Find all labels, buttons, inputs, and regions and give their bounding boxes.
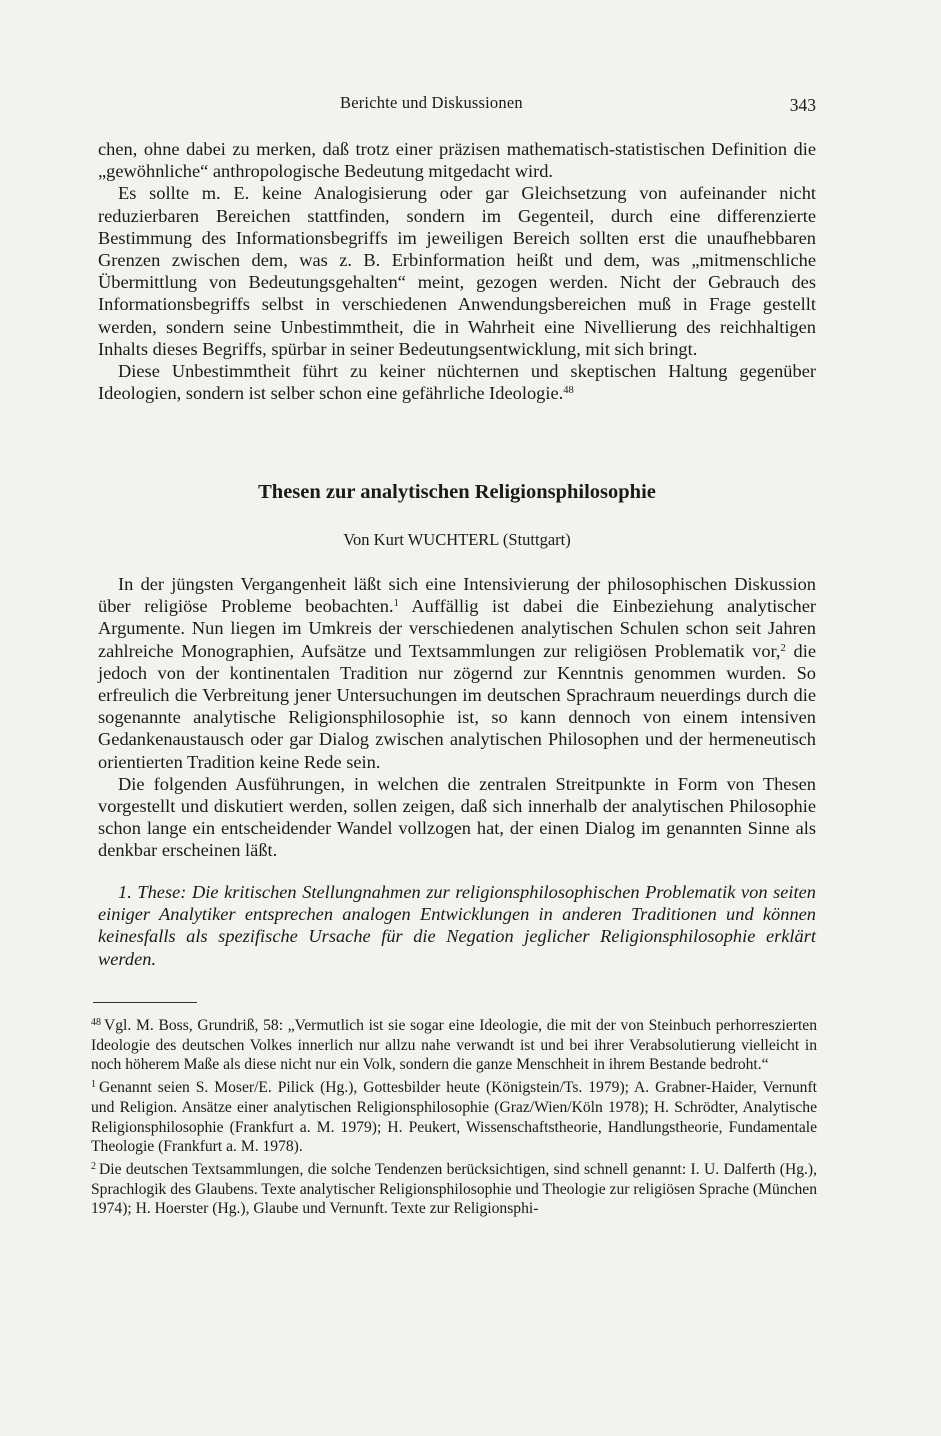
paragraph-text: Auffällig ist dabei die Einbeziehung analytischer Argumente. Nun liegen im Umkreis der verschiedenen analytischen Schulen schon seit Jahren zahlreiche Monographien, Aufsätze und Textsammlungen zur religiösen Problematik vor,: [98, 596, 816, 661]
paragraph-text: die jedoch von der kontinentalen Tradition nur zögernd zur Kenntnis genommen wurden. So erfreulich die Verbreitung jener Untersuchungen im deutschen Sprachraum neuerdings durch die sogenannte analytische Religionsphilosophie ist, so kann dennoch von einem intensiven Gedankenaustausch oder gar Dialog zwischen analytischen Philosophen und der hermeneutisch orientierten Tradition keine Rede sein.: [98, 640, 816, 772]
footnote-reference: 1: [393, 598, 399, 610]
footnote: [91, 1160, 817, 1219]
footnote: [91, 1078, 817, 1157]
footnote-divider: [93, 1002, 197, 1003]
footnote-reference: 48: [563, 385, 574, 397]
footnote-reference: 2: [780, 642, 786, 654]
footnotes: [91, 1016, 817, 1222]
page-number: 343: [789, 95, 816, 115]
article-byline: Von Kurt WUCHTERL (Stuttgart): [343, 530, 571, 549]
previous-article-continuation: [98, 138, 816, 404]
paragraph: Die folgenden Ausführungen, in welchen die zentralen Streitpunkte in Form von Thesen vorgestellt und diskutiert werden, sollen zeigen, daß sich innerhalb der analytischen Philosophie schon lange ein entscheidender Wandel vollzogen hat, der einen Dialog im genannten Sinne als denkbar erscheinen läßt.: [98, 773, 816, 861]
article-title: Thesen zur analytischen Religionsphilosophie: [258, 481, 656, 503]
footnote-text: Vgl. M. Boss, Grundriß, 58: „Vermutlich ist sie sogar eine Ideologie, die mit der von Steinbuch perhorreszierten Ideologie des deutschen Volkes innerlich nur allzu nahe verwandt ist und bei ihrer Verabsolutierung vielleicht in noch höherem Maße als diese nicht nur ein Volk, sondern die ganze Menschheit in ihrem Bestande bedroht.“: [91, 1017, 817, 1074]
paragraph: chen, ohne dabei zu merken, daß trotz einer präzisen mathematisch-statistischen Definition die „gewöhnliche“ anthropologische Bedeutung mitgedacht wird.: [98, 139, 816, 182]
paragraph: Es sollte m. E. keine Analogisierung oder gar Gleichsetzung von aufeinander nicht reduzierbaren Bereichen stattfinden, sondern im Gegenteil, durch eine differenzierte Bestimmung des Informationsbegriffs im jeweiligen Bereich sollten erst die unaufhebbaren Grenzen zwischen dem, was z. B. Erbinformation heißt und dem, was „mitmenschliche Übermittlung von Bedeutungsgehalten“ meint, gezogen werden. Nicht der Gebrauch des Informationsbegriffs selbst in verschiedenen Anwendungsbereichen muß in Frage gestellt werden, sondern seine Unbestimmtheit, die in Wahrheit eine Nivellierung des reichhaltigen Inhalts dieses Begriffs, spürbar in seiner Bedeutungsentwicklung, mit sich bringt.: [98, 183, 816, 359]
footnote-mark: 1: [91, 1079, 96, 1091]
page-header: [96, 93, 816, 117]
thesis-1: 1. These: Die kritischen Stellungnahmen zur religionsphilosophischen Problematik von seiten einiger Analytiker entsprechen analogen Entwicklungen in anderen Traditionen und können keinesfalls als spezifische Ursache für die Negation jeglicher Religionsphilosophie erklärt werden.: [98, 882, 816, 969]
footnote: [91, 1016, 817, 1075]
footnote-mark: 48: [91, 1017, 101, 1028]
paragraph-text: Diese Unbestimmtheit führt zu keiner nüchternen und skeptischen Haltung gegenüber Ideologien, sondern ist selber schon eine gefährliche Ideologie.: [98, 361, 816, 404]
article-body: [98, 573, 816, 862]
running-head: Berichte und Diskussionen: [340, 93, 523, 112]
paragraph: [98, 573, 816, 773]
footnote-text: Die deutschen Textsammlungen, die solche Tendenzen berücksichtigen, sind schnell genannt: I. U. Dalferth (Hg.), Sprachlogik des Glaubens. Texte analytischer Religionsphilosophie und Theologie zur religiösen Sprache (München 1974); H. Hoerster (Hg.), Glaube und Vernunft. Texte zur Religionsphi-: [91, 1160, 817, 1218]
paragraph: [98, 360, 816, 404]
footnote-text: Genannt seien S. Moser/E. Pilick (Hg.), Gottesbilder heute (Königstein/Ts. 1979); A. Grabner-Haider, Vernunft und Religion. Ansätze einer analytischen Religionsphilosophie (Graz/Wien/Köln 1978); H. Schrödter, Analytische Religionsphilosophie (Frankfurt a. M. 1979); H. Peukert, Wissenschaftstheorie, Handlungstheorie, Fundamentale Theologie (Frankfurt a. M. 1978).: [91, 1079, 817, 1156]
footnote-mark: 2: [91, 1160, 96, 1172]
paragraph-text: In der jüngsten Vergangenheit läßt sich eine Intensivierung der philosophischen Diskussion über religiöse Probleme beobachten.: [98, 574, 816, 617]
thesis-block: [98, 881, 816, 970]
